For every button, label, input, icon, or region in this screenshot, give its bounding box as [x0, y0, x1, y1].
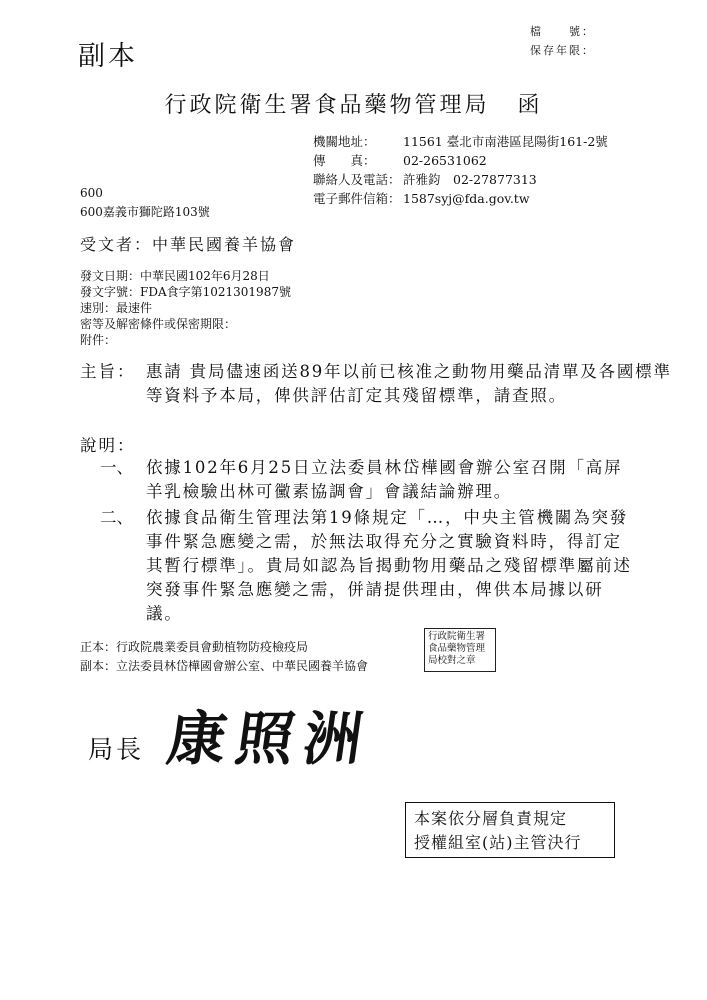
- authorization-box: [405, 802, 615, 858]
- fax-value: 02-26531062: [403, 153, 487, 168]
- secrecy-level: 密等及解密條件或保密期限：: [80, 317, 237, 331]
- file-number-label: 檔 號：: [530, 25, 595, 38]
- copy-recipients: 副本：立法委員林岱樺國會辦公室、中華民國養羊協會: [80, 659, 369, 673]
- attachments: 附件：: [80, 333, 117, 347]
- document-number: 發文字號：FDA食字第1021301987號: [80, 285, 291, 299]
- fax-label: 傳 真：: [313, 153, 376, 168]
- delivery-speed: 速別：最速件: [80, 301, 153, 315]
- recipient-address: 600嘉義市獅陀路103號: [80, 205, 210, 219]
- authorization-line-1: 本案依分層負責規定: [414, 809, 568, 828]
- proofreading-seal: 行政院衛生署食品藥物管理局校對之章: [424, 628, 496, 672]
- subject-label: 主旨：: [80, 362, 136, 381]
- mailing-address: [80, 184, 210, 222]
- filing-info: [530, 22, 595, 60]
- agency-name: 行政院衛生署食品藥物管理局: [164, 93, 490, 118]
- issue-date: 發文日期：中華民國102年6月28日: [80, 269, 270, 283]
- document-meta: [80, 268, 291, 348]
- postal-code: 600: [80, 186, 103, 200]
- email-value: 1587syj@fda.gov.tw: [403, 191, 530, 206]
- email-line: [313, 189, 608, 208]
- retention-label: 保存年限：: [530, 44, 595, 57]
- address-value: 11561 臺北市南港區昆陽街161-2號: [403, 134, 608, 149]
- contact-block: [313, 132, 608, 208]
- item-number: 二、: [100, 508, 133, 527]
- email-label: 電子郵件信箱：: [313, 191, 401, 206]
- fax-line: [313, 151, 608, 170]
- document-type: 函: [517, 93, 543, 118]
- contact-person-value: 許雅鈞 02-27877313: [403, 172, 537, 187]
- item-text: 依據102年6月25日立法委員林岱樺國會辦公室召開「高屏羊乳檢驗出林可黴素協調會」會議結論辦理。: [146, 458, 623, 501]
- item-text: 依據食品衛生管理法第19條規定「…，中央主管機關為突發事件緊急應變之需，於無法取得充分之實驗資料時，得訂定其暫行標準」。貴局如認為旨揭動物用藥品之殘留標準屬前述突發事件緊急應變之需，併請提供理由，俾供本局據以研議。: [146, 508, 632, 623]
- copy-mark: 副本: [78, 41, 138, 72]
- address-label: 機關地址：: [313, 134, 376, 149]
- director-title: 局長: [88, 735, 145, 764]
- contact-person-line: [313, 170, 608, 189]
- contact-person-label: 聯絡人及電話：: [313, 172, 401, 187]
- recipient: 受文者：中華民國養羊協會: [80, 235, 297, 254]
- address-line: [313, 132, 608, 151]
- distribution-list: [80, 638, 368, 676]
- authorization-line-2: 授權組室(站)主管決行: [414, 833, 582, 852]
- director-signature: 康照洲: [163, 705, 377, 773]
- letter-title: [0, 88, 707, 119]
- item-number: 一、: [100, 458, 133, 477]
- subject-text: 惠請 貴局儘速函送89年以前已核准之動物用藥品清單及各國標準等資料予本局，俾供評估訂定其殘留標準，請查照。: [146, 362, 672, 405]
- original-recipient: 正本：行政院農業委員會動植物防疫檢疫局: [80, 640, 309, 654]
- explanation-label: 說明：: [80, 436, 136, 455]
